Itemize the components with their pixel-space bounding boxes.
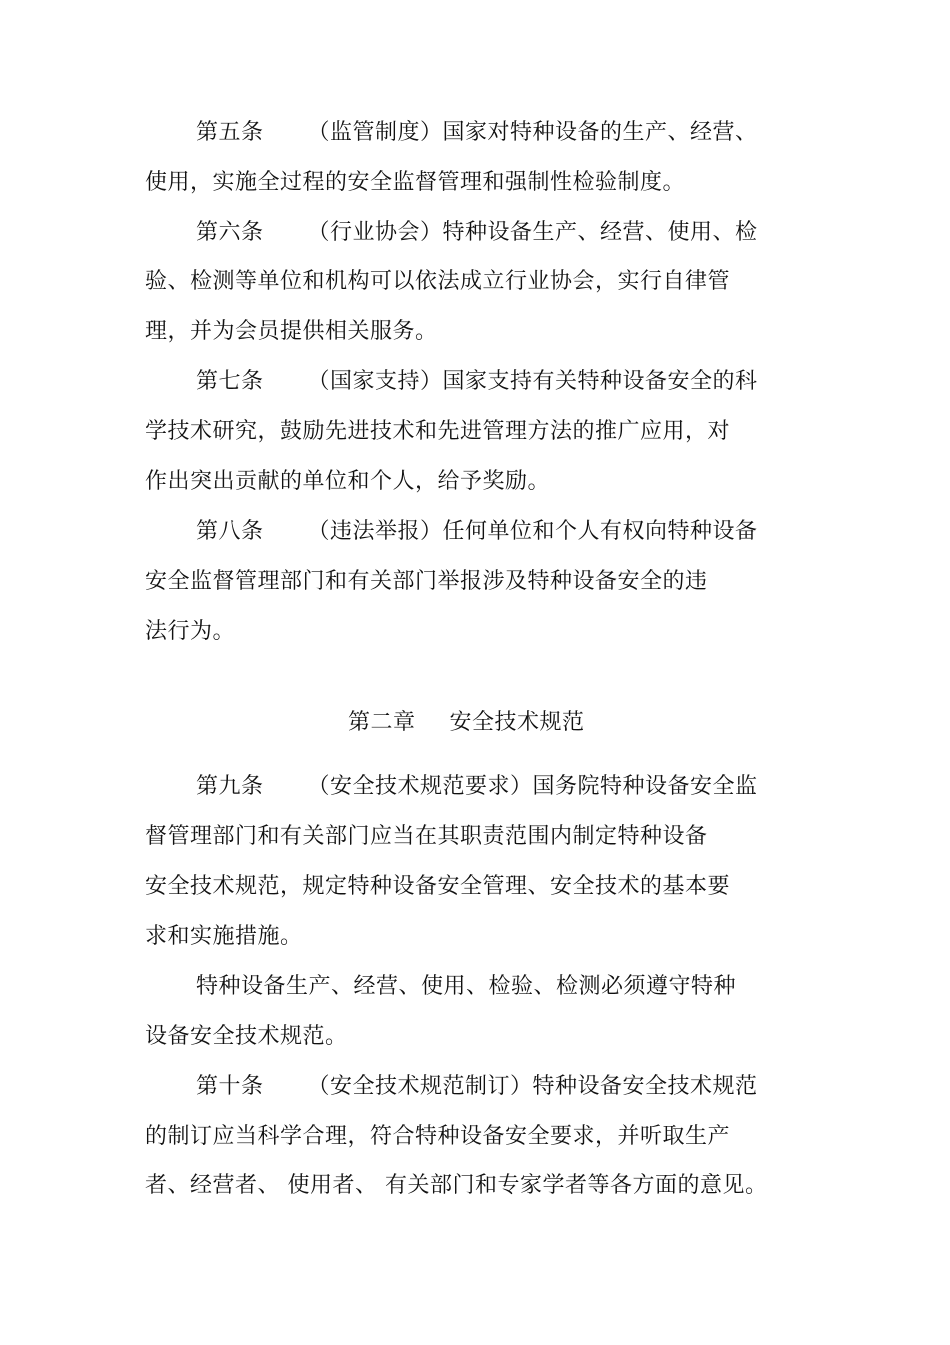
- article-8-line-2: 安全监督管理部门和有关部门举报涉及特种设备安全的违: [145, 569, 708, 594]
- article-10-text-1: （安全技术规范制订）特种设备安全技术规范: [307, 1074, 758, 1099]
- article-8-line-3: 法行为。: [145, 619, 236, 644]
- article-6-text-1: （行业协会）特种设备生产、经营、使用、检: [307, 220, 758, 245]
- article-8-label: 第八条: [196, 519, 264, 544]
- article-6-line-3: 理，并为会员提供相关服务。: [145, 319, 438, 344]
- article-10-line-3: 者、经营者、 使用者、 有关部门和专家学者等各方面的意见。: [145, 1173, 768, 1198]
- article-7-text-1: （国家支持）国家支持有关特种设备安全的科: [307, 369, 758, 394]
- article-9-line-4: 求和实施措施。: [145, 924, 303, 949]
- article-9-line-2: 督管理部门和有关部门应当在其职责范围内制定特种设备: [145, 824, 708, 849]
- article-9-label: 第九条: [196, 774, 264, 799]
- article-5-line-1: [196, 118, 758, 148]
- article-5-text-1: （监管制度）国家对特种设备的生产、经营、: [307, 120, 758, 145]
- article-6-line-2: 验、检测等单位和机构可以依法成立行业协会，实行自律管: [145, 269, 731, 294]
- article-5-line-2: 使用，实施全过程的安全监督管理和强制性检验制度。: [145, 170, 686, 195]
- article-7-label: 第七条: [196, 369, 264, 394]
- article-6-line-1: [196, 218, 758, 248]
- chapter-number: 第二章: [348, 710, 416, 735]
- article-9-text-1: （安全技术规范要求）国务院特种设备安全监: [307, 774, 758, 799]
- article-8-line-1: [196, 517, 758, 547]
- article-7-line-3: 作出突出贡献的单位和个人，给予奖励。: [145, 469, 551, 494]
- article-10-label: 第十条: [196, 1074, 264, 1099]
- article-9-line-3: 安全技术规范，规定特种设备安全管理、安全技术的基本要: [145, 874, 731, 899]
- article-8-text-1: （违法举报）任何单位和个人有权向特种设备: [307, 519, 758, 544]
- article-9-para-2-line-2: 设备安全技术规范。: [145, 1024, 348, 1049]
- article-7-line-1: [196, 367, 758, 397]
- article-5-label: 第五条: [196, 120, 264, 145]
- article-9-line-1: [196, 772, 758, 802]
- article-9-para-2-line-1: 特种设备生产、经营、使用、检验、检测必须遵守特种: [196, 974, 737, 999]
- article-10-line-2: 的制订应当科学合理，符合特种设备安全要求，并听取生产: [145, 1124, 731, 1149]
- chapter-heading: [348, 708, 585, 738]
- article-6-label: 第六条: [196, 220, 264, 245]
- chapter-title: 安全技术规范: [449, 710, 585, 735]
- article-7-line-2: 学技术研究，鼓励先进技术和先进管理方法的推广应用，对: [145, 419, 731, 444]
- article-10-line-1: [196, 1072, 758, 1102]
